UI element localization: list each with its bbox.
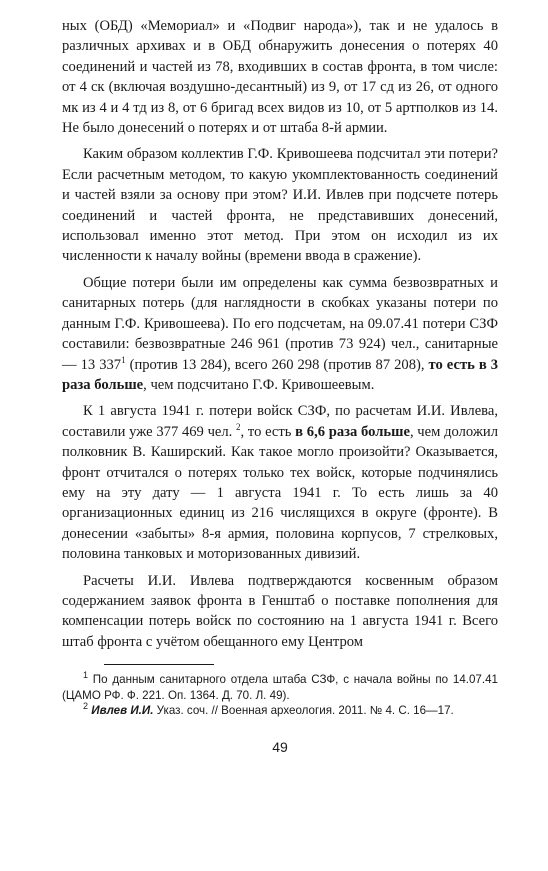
text-run: Общие потери были им определены как сумма безвозвратных и санитарных потерь (для наглядности в скобках указаны потери по данным Г.Ф. Кривошеева). По его подсчетам, на 09.07.41 потери СЗФ составили: безвозвратные 246 961 (против 73 924) чел., санитарные — 13 337 bbox=[62, 274, 498, 373]
footnote-divider bbox=[104, 664, 214, 665]
paragraph bbox=[62, 144, 498, 266]
paragraph bbox=[62, 401, 498, 564]
paragraph bbox=[62, 571, 498, 653]
emphasis: в 6,6 раза больше bbox=[295, 423, 410, 440]
paragraph bbox=[62, 16, 498, 138]
text-run: Каким образом коллектив Г.Ф. Кривошеева подсчитал эти потери? Если расчетным методом, то какую укомплектованность соединений и частей взяли за основу при этом? И.И. Ивлев при подсчете потерь соединений и частей фронта, не представивших донесений, использовал именно этот метод. При этом он исходил из их численности к началу войны (времени ввода в сражение). bbox=[62, 146, 498, 265]
text-run: Указ. соч. // Военная археология. 2011. № 4. С. 16—17. bbox=[153, 704, 454, 718]
emphasis: то есть в 3 раза больше bbox=[62, 356, 499, 393]
footnote-ref: 1 bbox=[121, 354, 126, 365]
paragraph bbox=[62, 273, 498, 395]
text-run: ных (ОБД) «Мемориал» и «Подвиг народа»), так и не удалось в различных архивах и в ОБД обнаружить донесения о потерях 40 соединений и частей из 78, входивших в состав фронта, в том числе: от 4 ск (включая воздушно-десантный) из 9, от 17 сд из 26, от одного мк из 4 и 4 тд из 8, от 6 бригад всех видов из 10, от 5 артполков из 14. Не было донесений о потерях и от штаба 8-й армии. bbox=[62, 18, 498, 137]
text-run: , чем доложил полковник В. Каширский. Как такое могло произойти? Оказывается, фронт отчитался о потерях только тех войск, которые подчинялись ему на эту дату — 1 августа 1941 г. То есть лишь за 40 организационных единиц из 216 числящихся в округе (фронте). В донесении «забыты» 8-я армия, половина корпусов, 7 стрелковых, половина танковых и моторизованных дивизий. bbox=[62, 423, 498, 563]
text-run: Расчеты И.И. Ивлева подтверждаются косвенным образом содержанием заявок фронта в Генштаб о поставке пополнения для компенсации потерь войск по состоянию на 1 августа 1941 г. Всего штаб фронта с учётом обещанного ему Центром bbox=[62, 572, 498, 650]
footnote bbox=[62, 672, 498, 703]
text-run: (против 13 284), всего 260 298 (против 87 208), bbox=[125, 356, 429, 373]
footnotes bbox=[62, 672, 498, 719]
text-run: К 1 августа 1941 г. потери войск СЗФ, по расчетам И.И. Ивлева, составили уже 377 469 чел. bbox=[62, 403, 498, 440]
author-name: Ивлев И.И. bbox=[91, 704, 154, 718]
footnote bbox=[62, 703, 498, 719]
text-run: По данным санитарного отдела штаба СЗФ, с начала войны по 14.07.41 (ЦАМО РФ. Ф. 221. Оп. 1364. Д. 70. Л. 49). bbox=[62, 673, 498, 702]
footnote-ref: 2 bbox=[83, 701, 89, 712]
body-text bbox=[62, 16, 498, 652]
footnote-ref: 2 bbox=[236, 421, 241, 432]
footnote-ref: 1 bbox=[83, 670, 89, 681]
text-run: , то есть bbox=[240, 423, 296, 440]
text-run: , чем подсчитано Г.Ф. Кривошеевым. bbox=[143, 376, 375, 393]
page-number: 49 bbox=[272, 738, 288, 755]
